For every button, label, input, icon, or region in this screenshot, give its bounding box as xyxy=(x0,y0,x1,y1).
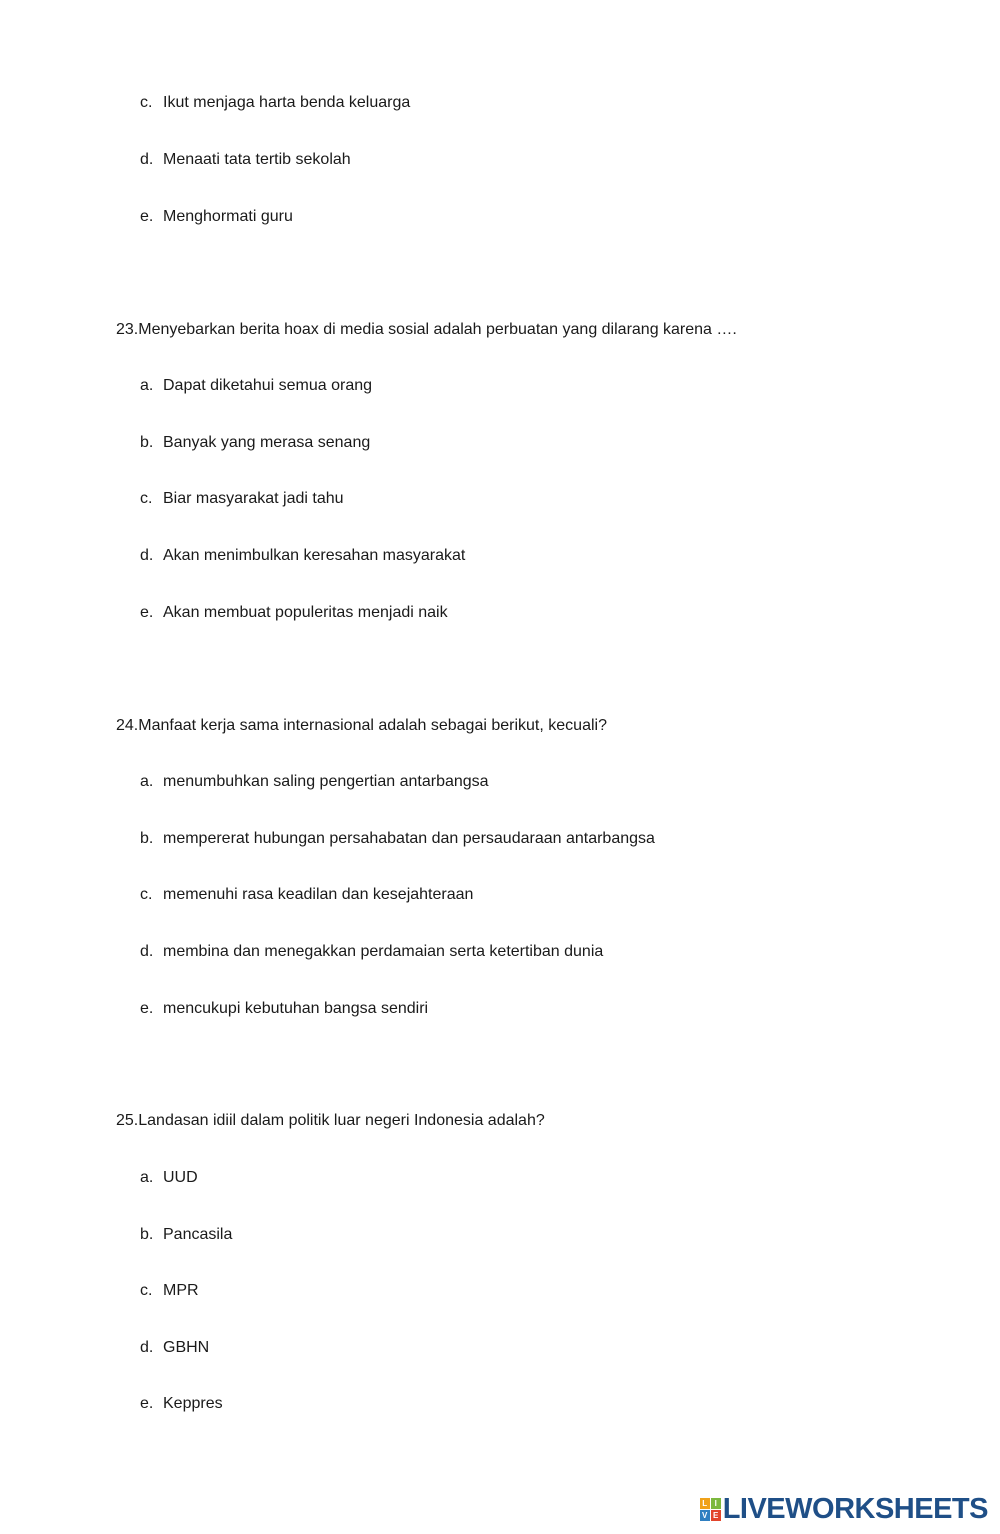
question-23: 23.Menyebarkan berita hoax di media sosial adalah perbuatan yang dilarang karena …. xyxy=(116,321,737,338)
question-25: 25.Landasan idiil dalam politik luar negeri Indonesia adalah? xyxy=(116,1112,545,1129)
brand-name: LIVEWORKSHEETS xyxy=(722,1492,988,1525)
option-22c: c. Ikut menjaga harta benda keluarga xyxy=(140,94,411,111)
option-24a: a. menumbuhkan saling pengertian antarbangsa xyxy=(140,773,489,790)
liveworksheets-logo xyxy=(700,1494,988,1524)
mark-tile: V xyxy=(700,1510,710,1521)
option-23e: e. Akan membuat populeritas menjadi naik xyxy=(140,604,448,621)
option-24c: c. memenuhi rasa keadilan dan kesejahteraan xyxy=(140,886,474,903)
option-25a: a. UUD xyxy=(140,1169,198,1186)
mark-tile: E xyxy=(711,1510,721,1521)
liveworksheets-mark-icon xyxy=(700,1498,721,1521)
option-23b: b. Banyak yang merasa senang xyxy=(140,434,371,451)
question-24: 24.Manfaat kerja sama internasional adalah sebagai berikut, kecuali? xyxy=(116,717,607,734)
mark-tile: I xyxy=(711,1498,721,1509)
option-24e: e. mencukupi kebutuhan bangsa sendiri xyxy=(140,1000,429,1017)
option-25b: b. Pancasila xyxy=(140,1226,233,1243)
mark-tile: L xyxy=(700,1498,710,1509)
option-25e: e. Keppres xyxy=(140,1395,223,1412)
option-25d: d. GBHN xyxy=(140,1339,210,1356)
option-24d: d. membina dan menegakkan perdamaian serta ketertiban dunia xyxy=(140,943,604,960)
option-23c: c. Biar masyarakat jadi tahu xyxy=(140,490,344,507)
option-25c: c. MPR xyxy=(140,1282,199,1299)
option-22d: d. Menaati tata tertib sekolah xyxy=(140,151,351,168)
option-23a: a. Dapat diketahui semua orang xyxy=(140,377,373,394)
option-22e: e. Menghormati guru xyxy=(140,208,293,225)
option-23d: d. Akan menimbulkan keresahan masyarakat xyxy=(140,547,466,564)
option-24b: b. mempererat hubungan persahabatan dan persaudaraan antarbangsa xyxy=(140,830,655,847)
